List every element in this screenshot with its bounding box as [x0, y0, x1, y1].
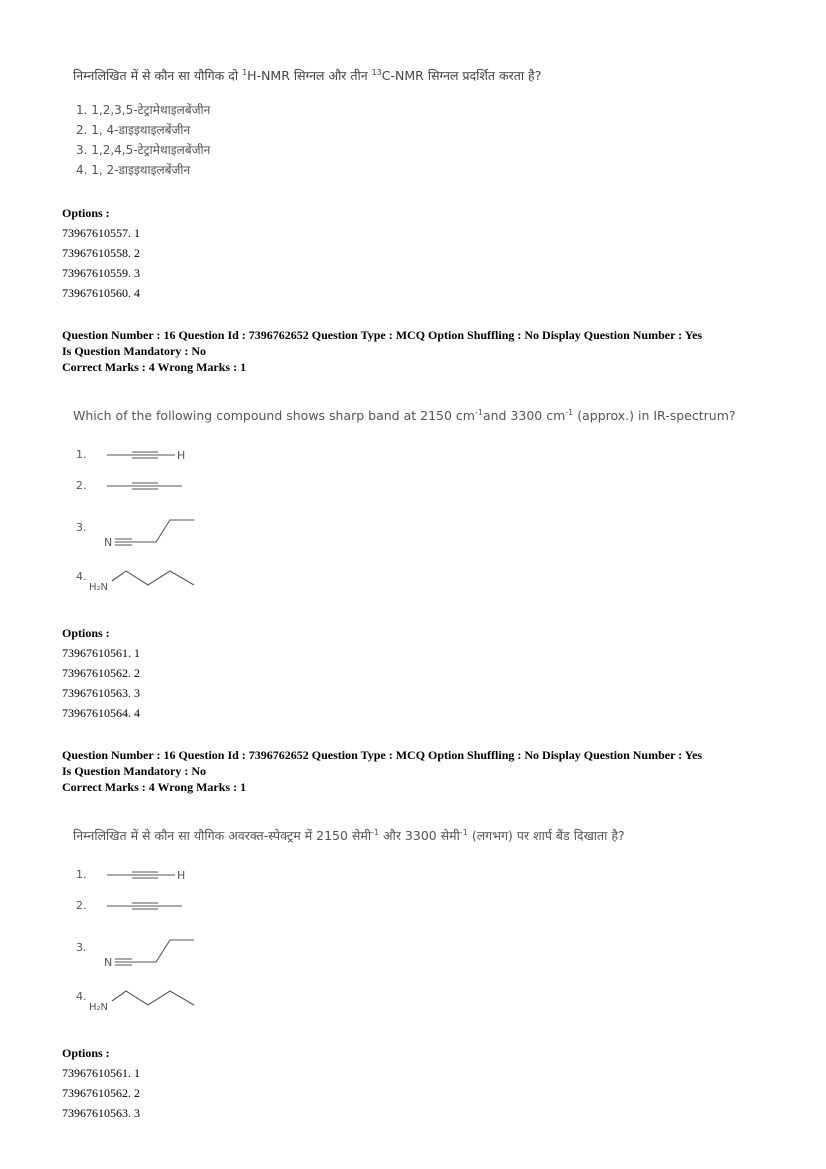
question-text-part: (approx.) in IR-spectrum?	[573, 408, 736, 423]
atom-label-h: H	[177, 869, 186, 882]
options-list	[62, 1063, 140, 1123]
superscript: 1	[242, 67, 248, 77]
atom-label-n: N	[104, 956, 113, 969]
nitrile-structure	[115, 520, 194, 545]
option-item: 73967610564. 4	[62, 706, 140, 720]
atom-label-h2n: H₂N	[89, 1002, 109, 1013]
question-meta-line: Correct Marks : 4 Wrong Marks : 1	[62, 360, 247, 374]
option-item: 73967610558. 2	[62, 246, 140, 260]
question-meta-line: Question Number : 16 Question Id : 7396762652 Question Type : MCQ Option Shuffling : No Display Question Number : Yes	[62, 328, 703, 342]
terminal-alkyne-structure	[107, 872, 175, 878]
answer-choice: 1. 1,2,3,5-टेट्रामेथाइलबेंजीन	[76, 103, 211, 117]
question-meta-line: Correct Marks : 4 Wrong Marks : 1	[62, 780, 247, 794]
amine-structure	[112, 571, 194, 585]
question-text-part: और 3300 सेमी	[379, 828, 460, 843]
structure-number: 4.	[76, 990, 87, 1003]
question-text-hindi-nmr	[73, 67, 541, 84]
structure-number: 1.	[76, 868, 87, 881]
options-list	[62, 223, 140, 303]
option-item: 73967610557. 1	[62, 226, 140, 240]
question-meta-line: Is Question Mandatory : No	[62, 764, 207, 778]
option-item: 73967610562. 2	[62, 1086, 140, 1100]
structure-number: 2.	[76, 479, 87, 492]
question-meta-line: Question Number : 16 Question Id : 7396762652 Question Type : MCQ Option Shuffling : No Display Question Number : Yes	[62, 748, 703, 762]
option-item: 73967610559. 3	[62, 266, 140, 280]
question-meta	[62, 327, 802, 375]
superscript: -1	[565, 407, 574, 417]
question-text-part: and 3300 cm	[482, 408, 566, 423]
question-text-part: निम्नलिखित में से कौन सा यौगिक अवरक्त-स्पेक्ट्रम में 2150 सेमी	[73, 828, 372, 843]
answer-choice: 3. 1,2,4,5-टेट्रामेथाइलबेंजीन	[76, 143, 211, 157]
question-text-part: C-NMR सिग्नल प्रदर्शित करता है?	[381, 68, 542, 83]
question-text-english-ir	[73, 408, 736, 423]
options-heading: Options :	[62, 626, 110, 640]
terminal-alkyne-structure	[107, 452, 175, 458]
superscript: -1	[459, 827, 468, 837]
option-item: 73967610561. 1	[62, 1066, 140, 1080]
atom-label-h2n: H₂N	[89, 582, 109, 593]
nitrile-structure	[115, 940, 194, 965]
internal-alkyne-structure	[107, 903, 182, 909]
structure-number: 3.	[76, 521, 87, 534]
internal-alkyne-structure	[107, 483, 182, 489]
question-text-part: Which of the following compound shows sharp band at 2150 cm	[73, 408, 475, 423]
question-text-part: (लगभग) पर शार्प बैंड दिखाता है?	[467, 828, 625, 843]
superscript: -1	[474, 407, 483, 417]
atom-label-h: H	[177, 449, 186, 462]
option-item: 73967610562. 2	[62, 666, 140, 680]
question-text-part: निम्नलिखित में से कौन सा यौगिक दो	[73, 68, 243, 83]
structure-number: 3.	[76, 941, 87, 954]
structure-number: 4.	[76, 570, 87, 583]
answer-choice: 4. 1, 2-डाइइथाइलबेंजीन	[76, 163, 191, 177]
answer-choice: 2. 1, 4-डाइइथाइलबेंजीन	[76, 123, 191, 137]
option-item: 73967610563. 3	[62, 686, 140, 700]
question-meta	[62, 747, 802, 795]
option-item: 73967610560. 4	[62, 286, 140, 300]
atom-label-n: N	[104, 536, 113, 549]
structure-number: 2.	[76, 899, 87, 912]
superscript: 13	[371, 67, 382, 77]
options-list	[62, 643, 140, 723]
question-meta-line: Is Question Mandatory : No	[62, 344, 207, 358]
amine-structure	[112, 991, 194, 1005]
question-text-hindi-ir	[73, 827, 625, 844]
option-item: 73967610561. 1	[62, 646, 140, 660]
superscript: -1	[371, 827, 380, 837]
structure-number: 1.	[76, 448, 87, 461]
question-text-part: H-NMR सिग्नल और तीन	[247, 68, 372, 83]
option-item: 73967610563. 3	[62, 1106, 140, 1120]
options-heading: Options :	[62, 206, 110, 220]
structures-diagram	[70, 860, 210, 1020]
answer-choices-list	[76, 100, 210, 180]
structures-diagram	[70, 440, 210, 600]
options-heading: Options :	[62, 1046, 110, 1060]
